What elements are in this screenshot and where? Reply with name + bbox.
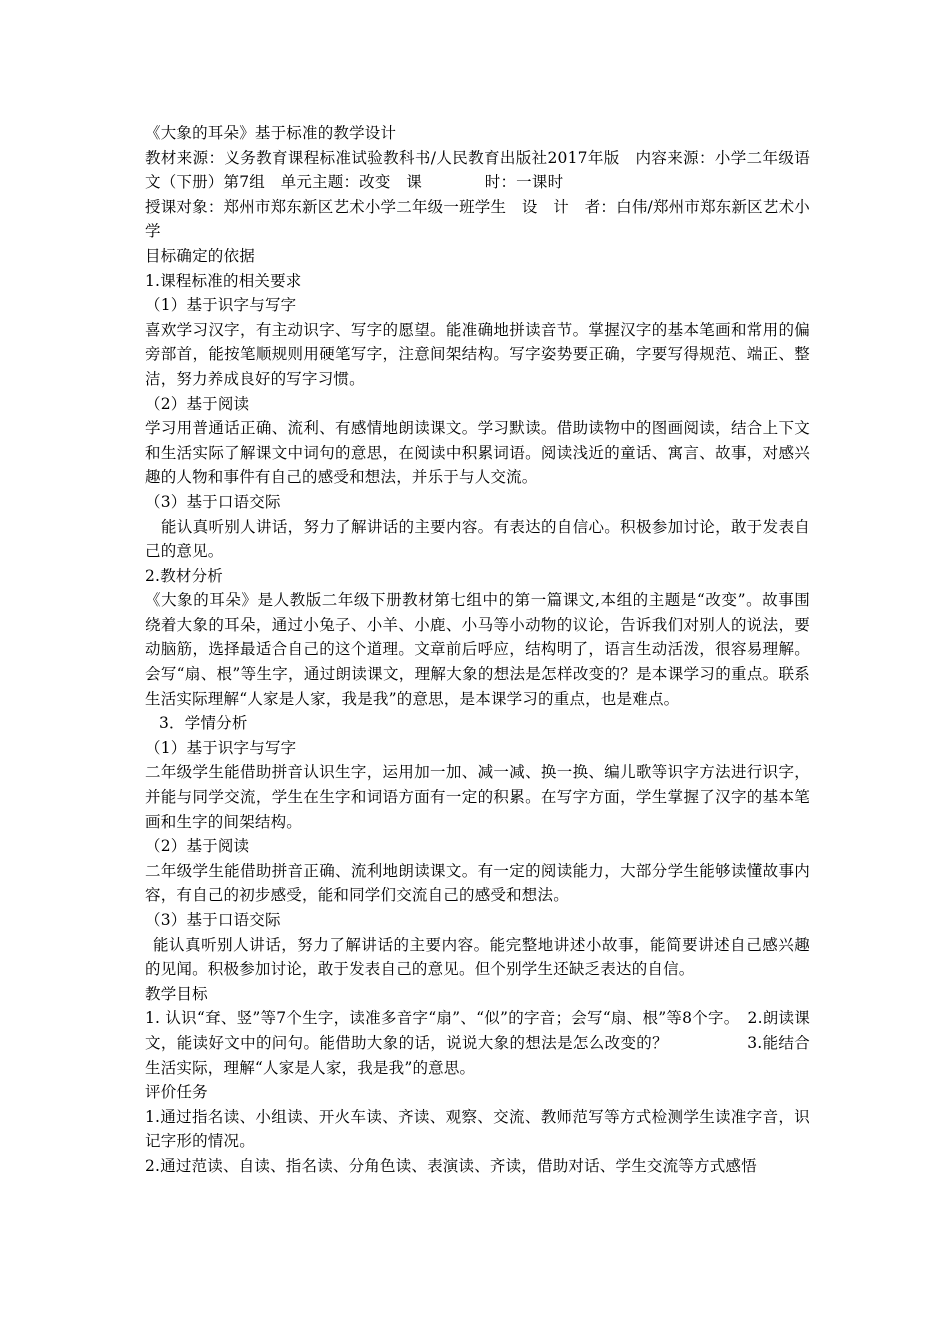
learner-sub-oral: （3）基于口语交际 [145,911,281,929]
textbook-analysis-para: 《大象的耳朵》是人教版二年级下册教材第七组中的第一篇课文,本组的主题是“改变”。故事围绕着大象的耳朵，通过小兔子、小羊、小鹿、小马等小动物的议论，告诉我们对别人的说法，要动脑筋，选择最适合自己的这个道理。文章前后呼应，结构明了，语言生动活泼，很容易理解。会写“扇、根”等生字，通过朗读课文，理解大象的想法是怎样改变的？是本课学习的重点。联系生活实际理解“人家是人家，我是我”的意思，是本课学习的重点，也是难点。 [145,591,810,708]
learner-para-literacy: 二年级学生能借助拼音认识生字，运用加一加、减一减、换一换、编儿歌等识字方法进行识字，并能与同学交流，学生在生字和词语方面有一定的积累。在写字方面，学生掌握了汉字的基本笔画和生字的间架结构。 [145,763,810,831]
curriculum-sub-literacy: （1）基于识字与写字 [145,296,297,315]
document-page [145,121,810,1179]
curriculum-sub-reading: （2）基于阅读 [145,394,250,413]
curriculum-para-reading: 学习用普通话正确、流利、有感情地朗读课文。学习默读。借助读物中的图画阅读，结合上下文和生活实际了解课文中词句的意思，在阅读中积累词语。阅读浅近的童话、寓言、故事，对感兴趣的人物和事件有自己的感受和想法，并乐于与人交流。 [145,419,810,487]
learner-para-oral: 能认真听别人讲话，努力了解讲话的主要内容。能完整地讲述小故事，能简要讲述自己感兴趣的见闻。积极参加讨论，敢于发表自己的意见。但个别学生还缺乏表达的自信。 [145,935,810,979]
curriculum-para-oral: 能认真听别人讲话，努力了解讲话的主要内容。有表达的自信心。积极参加讨论，敢于发表自己的意见。 [145,517,810,561]
section-basis-heading: 目标确定的依据 [145,246,255,265]
curriculum-standard-heading: 1.课程标准的相关要求 [145,271,302,290]
teaching-goals-heading: 教学目标 [145,984,208,1003]
curriculum-para-literacy: 喜欢学习汉字，有主动识字、写字的愿望。能准确地拼读音节。掌握汉字的基本笔画和常用的偏旁部首，能按笔顺规则用硬笔写字，注意间架结构。写字姿势要正确，字要写得规范、端正、整洁，努力养成良好的写字习惯。 [145,320,810,388]
evaluation-heading: 评价任务 [145,1083,208,1102]
evaluation-item-2: 2.通过范读、自读、指名读、分角色读、表演读、齐读，借助对话、学生交流等方式感悟 [145,1156,757,1175]
curriculum-sub-oral: （3）基于口语交际 [145,492,281,511]
learner-analysis-heading: 3．学情分析 [159,714,248,733]
audience-line: 授课对象：郑州市郑东新区艺术小学二年级一班学生 设 计 者：白伟/郑州市郑东新区艺术小学 [145,197,810,241]
learner-sub-literacy: （1）基于识字与写字 [145,738,297,757]
textbook-analysis-heading: 2.教材分析 [145,566,223,585]
document-title: 《大象的耳朵》基于标准的教学设计 [145,124,397,142]
evaluation-item-1: 1.通过指名读、小组读、开火车读、齐读、观察、交流、教师范写等方式检测学生读准字音，识记字形的情况。 [145,1107,810,1151]
learner-sub-reading: （2）基于阅读 [145,837,250,856]
learner-para-reading: 二年级学生能借助拼音正确、流利地朗读课文。有一定的阅读能力，大部分学生能够读懂故事内容，有自己的初步感受，能和同学们交流自己的感受和想法。 [145,861,810,905]
source-line: 教材来源：义务教育课程标准试验教科书/人民教育出版社2017年版 内容来源：小学二年级语文（下册）第7组 单元主题：改变 课 时：一课时 [145,148,810,192]
teaching-goals-para: 1. 认识“耷、竖”等7个生字，读准多音字“扇”、“似”的字音；会写“扇、根”等8个字。 2.朗读课文，能读好文中的问句。能借助大象的话，说说大象的想法是怎么改变的？ 3.能结合生活实际，理解“人家是人家，我是我”的意思。 [145,1009,810,1077]
